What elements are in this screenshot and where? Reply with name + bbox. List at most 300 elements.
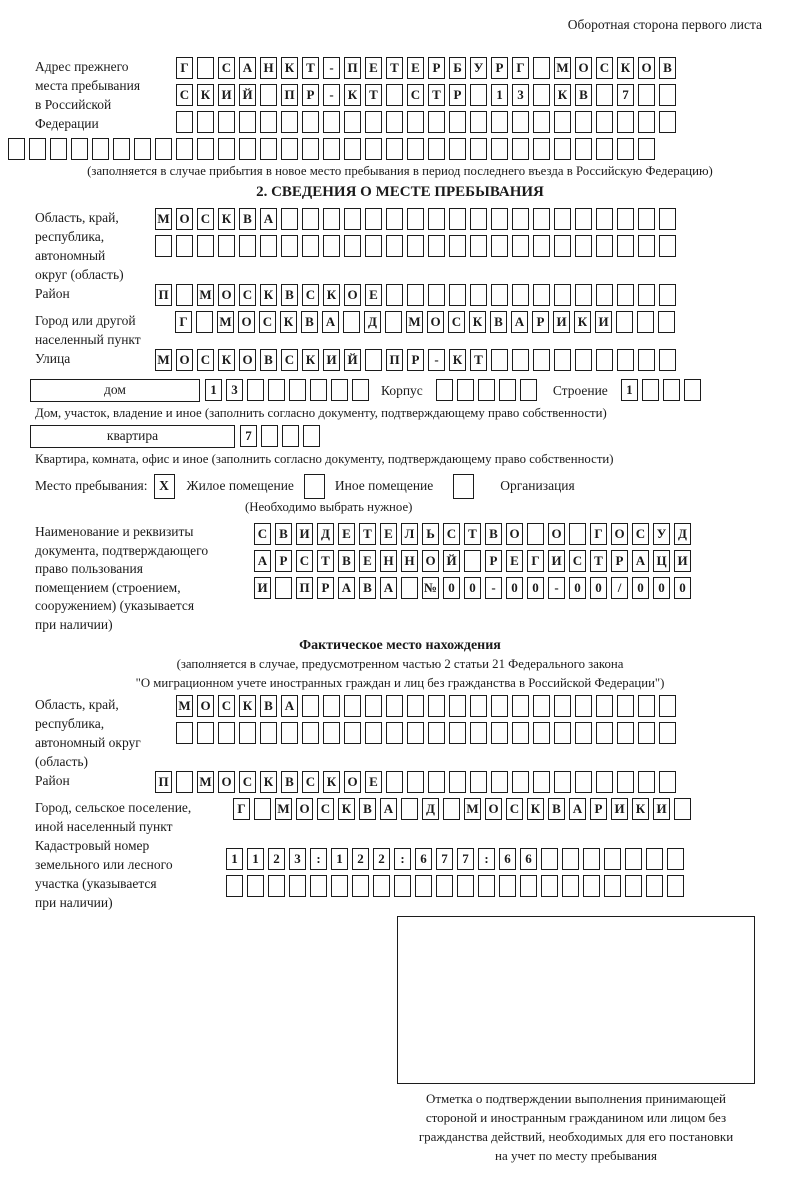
char-cell[interactable]: 1 bbox=[247, 848, 264, 870]
char-cell[interactable] bbox=[197, 57, 214, 79]
char-cell[interactable]: 0 bbox=[464, 577, 481, 599]
char-cell[interactable] bbox=[260, 722, 277, 744]
char-cell[interactable]: С bbox=[176, 84, 193, 106]
char-cell[interactable] bbox=[260, 111, 277, 133]
char-cell[interactable]: 3 bbox=[512, 84, 529, 106]
char-cell[interactable] bbox=[365, 349, 382, 371]
char-cell[interactable] bbox=[637, 311, 654, 333]
char-cell[interactable] bbox=[478, 875, 495, 897]
char-cell[interactable] bbox=[8, 138, 25, 160]
char-cell[interactable]: Т bbox=[365, 84, 382, 106]
char-cell[interactable] bbox=[218, 111, 235, 133]
char-cell[interactable] bbox=[659, 111, 676, 133]
char-cell[interactable] bbox=[71, 138, 88, 160]
char-cell[interactable] bbox=[491, 235, 508, 257]
char-cell[interactable]: Р bbox=[407, 349, 424, 371]
char-cell[interactable] bbox=[575, 349, 592, 371]
char-cell[interactable] bbox=[449, 771, 466, 793]
char-cell[interactable]: Р bbox=[611, 550, 628, 572]
char-cell[interactable] bbox=[302, 111, 319, 133]
char-cell[interactable] bbox=[386, 208, 403, 230]
char-cell[interactable] bbox=[470, 284, 487, 306]
char-cell[interactable] bbox=[401, 577, 418, 599]
char-cell[interactable] bbox=[176, 111, 193, 133]
char-cell[interactable]: О bbox=[344, 284, 361, 306]
char-cell[interactable] bbox=[554, 695, 571, 717]
char-cell[interactable]: М bbox=[176, 695, 193, 717]
char-cell[interactable] bbox=[407, 722, 424, 744]
char-cell[interactable] bbox=[428, 722, 445, 744]
char-cell[interactable] bbox=[449, 111, 466, 133]
char-cell[interactable]: О bbox=[238, 311, 255, 333]
char-cell[interactable]: 7 bbox=[457, 848, 474, 870]
char-cell[interactable]: С bbox=[302, 284, 319, 306]
char-cell[interactable]: - bbox=[548, 577, 565, 599]
char-cell[interactable]: К bbox=[239, 695, 256, 717]
char-cell[interactable]: К bbox=[302, 349, 319, 371]
char-cell[interactable] bbox=[218, 235, 235, 257]
char-cell[interactable]: К bbox=[218, 208, 235, 230]
char-cell[interactable] bbox=[344, 695, 361, 717]
char-cell[interactable]: 7 bbox=[617, 84, 634, 106]
char-cell[interactable] bbox=[533, 111, 550, 133]
char-cell[interactable] bbox=[533, 349, 550, 371]
char-cell[interactable] bbox=[176, 771, 193, 793]
char-cell[interactable]: Р bbox=[532, 311, 549, 333]
char-cell[interactable] bbox=[512, 138, 529, 160]
char-cell[interactable] bbox=[491, 722, 508, 744]
char-cell[interactable] bbox=[667, 875, 684, 897]
char-cell[interactable]: В bbox=[239, 208, 256, 230]
char-cell[interactable] bbox=[281, 235, 298, 257]
char-cell[interactable] bbox=[260, 84, 277, 106]
checkbox-inoe[interactable] bbox=[304, 474, 325, 499]
char-cell[interactable] bbox=[533, 722, 550, 744]
char-cell[interactable] bbox=[302, 695, 319, 717]
char-cell[interactable] bbox=[470, 771, 487, 793]
char-cell[interactable] bbox=[512, 284, 529, 306]
char-cell[interactable]: М bbox=[275, 798, 292, 820]
char-cell[interactable]: : bbox=[394, 848, 411, 870]
char-cell[interactable]: В bbox=[260, 349, 277, 371]
char-cell[interactable]: 6 bbox=[499, 848, 516, 870]
char-cell[interactable] bbox=[197, 111, 214, 133]
char-cell[interactable] bbox=[196, 311, 213, 333]
char-cell[interactable] bbox=[428, 284, 445, 306]
char-cell[interactable]: Р bbox=[491, 57, 508, 79]
char-cell[interactable]: 7 bbox=[240, 425, 257, 447]
char-cell[interactable]: К bbox=[574, 311, 591, 333]
char-cell[interactable] bbox=[134, 138, 151, 160]
char-cell[interactable] bbox=[323, 722, 340, 744]
checkbox-organizacia[interactable] bbox=[453, 474, 474, 499]
char-cell[interactable]: А bbox=[322, 311, 339, 333]
char-cell[interactable] bbox=[344, 111, 361, 133]
char-cell[interactable]: Е bbox=[359, 550, 376, 572]
char-cell[interactable] bbox=[29, 138, 46, 160]
char-cell[interactable] bbox=[323, 208, 340, 230]
char-cell[interactable]: С bbox=[317, 798, 334, 820]
char-cell[interactable]: В bbox=[548, 798, 565, 820]
char-cell[interactable] bbox=[575, 284, 592, 306]
char-cell[interactable]: С bbox=[443, 523, 460, 545]
char-cell[interactable] bbox=[386, 235, 403, 257]
char-cell[interactable]: М bbox=[197, 771, 214, 793]
char-cell[interactable] bbox=[261, 425, 278, 447]
char-cell[interactable]: В bbox=[359, 577, 376, 599]
char-cell[interactable] bbox=[554, 111, 571, 133]
char-cell[interactable]: И bbox=[595, 311, 612, 333]
char-cell[interactable] bbox=[470, 235, 487, 257]
char-cell[interactable]: Й bbox=[239, 84, 256, 106]
char-cell[interactable] bbox=[239, 722, 256, 744]
char-cell[interactable] bbox=[407, 235, 424, 257]
char-cell[interactable] bbox=[554, 235, 571, 257]
char-cell[interactable] bbox=[638, 722, 655, 744]
char-cell[interactable]: В bbox=[281, 284, 298, 306]
char-cell[interactable] bbox=[625, 848, 642, 870]
char-cell[interactable] bbox=[407, 771, 424, 793]
char-cell[interactable]: Н bbox=[401, 550, 418, 572]
char-cell[interactable] bbox=[659, 284, 676, 306]
char-cell[interactable] bbox=[176, 235, 193, 257]
char-cell[interactable]: Т bbox=[470, 349, 487, 371]
char-cell[interactable] bbox=[491, 695, 508, 717]
char-cell[interactable]: М bbox=[406, 311, 423, 333]
char-cell[interactable]: О bbox=[176, 208, 193, 230]
char-cell[interactable]: С bbox=[296, 550, 313, 572]
char-cell[interactable] bbox=[373, 875, 390, 897]
char-cell[interactable] bbox=[596, 84, 613, 106]
char-cell[interactable] bbox=[554, 349, 571, 371]
char-cell[interactable]: 1 bbox=[331, 848, 348, 870]
char-cell[interactable]: 2 bbox=[352, 848, 369, 870]
char-cell[interactable] bbox=[667, 848, 684, 870]
char-cell[interactable]: Т bbox=[428, 84, 445, 106]
char-cell[interactable]: О bbox=[176, 349, 193, 371]
char-cell[interactable] bbox=[407, 208, 424, 230]
char-cell[interactable] bbox=[569, 523, 586, 545]
char-cell[interactable]: 6 bbox=[415, 848, 432, 870]
char-cell[interactable] bbox=[268, 875, 285, 897]
char-cell[interactable]: П bbox=[281, 84, 298, 106]
char-cell[interactable]: К bbox=[527, 798, 544, 820]
char-cell[interactable]: В bbox=[275, 523, 292, 545]
char-cell[interactable]: 6 bbox=[520, 848, 537, 870]
char-cell[interactable]: В bbox=[359, 798, 376, 820]
char-cell[interactable] bbox=[527, 523, 544, 545]
char-cell[interactable] bbox=[323, 138, 340, 160]
char-cell[interactable] bbox=[470, 208, 487, 230]
char-cell[interactable]: : bbox=[310, 848, 327, 870]
char-cell[interactable] bbox=[491, 349, 508, 371]
char-cell[interactable] bbox=[596, 235, 613, 257]
char-cell[interactable]: 3 bbox=[289, 848, 306, 870]
char-cell[interactable] bbox=[617, 138, 634, 160]
char-cell[interactable] bbox=[533, 208, 550, 230]
char-cell[interactable]: С bbox=[448, 311, 465, 333]
char-cell[interactable]: В bbox=[301, 311, 318, 333]
char-cell[interactable]: С bbox=[197, 208, 214, 230]
char-cell[interactable]: У bbox=[653, 523, 670, 545]
char-cell[interactable] bbox=[659, 84, 676, 106]
char-cell[interactable] bbox=[520, 379, 537, 401]
char-cell[interactable] bbox=[491, 771, 508, 793]
char-cell[interactable]: Р bbox=[485, 550, 502, 572]
house-type-box[interactable]: дом bbox=[30, 379, 200, 402]
char-cell[interactable]: О bbox=[638, 57, 655, 79]
char-cell[interactable] bbox=[275, 577, 292, 599]
char-cell[interactable] bbox=[617, 284, 634, 306]
char-cell[interactable]: Т bbox=[317, 550, 334, 572]
char-cell[interactable] bbox=[457, 379, 474, 401]
char-cell[interactable] bbox=[512, 235, 529, 257]
apartment-type-box[interactable]: квартира bbox=[30, 425, 235, 448]
char-cell[interactable]: А bbox=[511, 311, 528, 333]
char-cell[interactable] bbox=[638, 349, 655, 371]
char-cell[interactable] bbox=[155, 235, 172, 257]
char-cell[interactable]: К bbox=[218, 349, 235, 371]
char-cell[interactable]: К bbox=[617, 57, 634, 79]
char-cell[interactable]: О bbox=[344, 771, 361, 793]
char-cell[interactable]: С bbox=[218, 57, 235, 79]
char-cell[interactable]: Е bbox=[338, 523, 355, 545]
char-cell[interactable] bbox=[197, 722, 214, 744]
char-cell[interactable] bbox=[385, 311, 402, 333]
char-cell[interactable]: П bbox=[386, 349, 403, 371]
char-cell[interactable] bbox=[226, 875, 243, 897]
char-cell[interactable] bbox=[638, 138, 655, 160]
char-cell[interactable]: С bbox=[218, 695, 235, 717]
char-cell[interactable] bbox=[449, 284, 466, 306]
char-cell[interactable]: О bbox=[575, 57, 592, 79]
char-cell[interactable] bbox=[596, 695, 613, 717]
char-cell[interactable]: - bbox=[485, 577, 502, 599]
char-cell[interactable]: В bbox=[485, 523, 502, 545]
char-cell[interactable]: М bbox=[197, 284, 214, 306]
char-cell[interactable] bbox=[617, 111, 634, 133]
char-cell[interactable] bbox=[365, 138, 382, 160]
char-cell[interactable] bbox=[344, 208, 361, 230]
char-cell[interactable]: О bbox=[548, 523, 565, 545]
char-cell[interactable] bbox=[575, 722, 592, 744]
char-cell[interactable]: С bbox=[197, 349, 214, 371]
char-cell[interactable]: В bbox=[260, 695, 277, 717]
char-cell[interactable] bbox=[617, 349, 634, 371]
char-cell[interactable]: 1 bbox=[491, 84, 508, 106]
char-cell[interactable]: О bbox=[296, 798, 313, 820]
char-cell[interactable] bbox=[310, 875, 327, 897]
char-cell[interactable]: А bbox=[281, 695, 298, 717]
char-cell[interactable]: Р bbox=[428, 57, 445, 79]
char-cell[interactable]: Р bbox=[275, 550, 292, 572]
char-cell[interactable] bbox=[596, 722, 613, 744]
char-cell[interactable]: - bbox=[428, 349, 445, 371]
char-cell[interactable] bbox=[541, 875, 558, 897]
char-cell[interactable]: Е bbox=[407, 57, 424, 79]
char-cell[interactable]: О bbox=[611, 523, 628, 545]
char-cell[interactable] bbox=[386, 138, 403, 160]
char-cell[interactable]: 0 bbox=[506, 577, 523, 599]
char-cell[interactable]: 0 bbox=[569, 577, 586, 599]
char-cell[interactable]: 0 bbox=[590, 577, 607, 599]
char-cell[interactable] bbox=[343, 311, 360, 333]
char-cell[interactable]: А bbox=[239, 57, 256, 79]
char-cell[interactable] bbox=[554, 208, 571, 230]
char-cell[interactable] bbox=[386, 84, 403, 106]
char-cell[interactable]: И bbox=[611, 798, 628, 820]
char-cell[interactable]: 0 bbox=[674, 577, 691, 599]
char-cell[interactable]: 2 bbox=[373, 848, 390, 870]
char-cell[interactable]: К bbox=[323, 284, 340, 306]
char-cell[interactable]: В bbox=[659, 57, 676, 79]
char-cell[interactable] bbox=[302, 138, 319, 160]
char-cell[interactable]: К bbox=[197, 84, 214, 106]
char-cell[interactable] bbox=[512, 695, 529, 717]
char-cell[interactable] bbox=[268, 379, 285, 401]
char-cell[interactable] bbox=[281, 208, 298, 230]
char-cell[interactable] bbox=[499, 875, 516, 897]
char-cell[interactable]: И bbox=[296, 523, 313, 545]
char-cell[interactable]: № bbox=[422, 577, 439, 599]
char-cell[interactable] bbox=[281, 138, 298, 160]
char-cell[interactable] bbox=[323, 235, 340, 257]
char-cell[interactable]: А bbox=[632, 550, 649, 572]
char-cell[interactable] bbox=[616, 311, 633, 333]
char-cell[interactable]: А bbox=[380, 577, 397, 599]
char-cell[interactable]: А bbox=[254, 550, 271, 572]
char-cell[interactable]: 0 bbox=[443, 577, 460, 599]
char-cell[interactable] bbox=[533, 235, 550, 257]
char-cell[interactable]: К bbox=[260, 771, 277, 793]
char-cell[interactable] bbox=[218, 722, 235, 744]
char-cell[interactable] bbox=[281, 111, 298, 133]
char-cell[interactable]: С bbox=[239, 284, 256, 306]
char-cell[interactable]: П bbox=[296, 577, 313, 599]
char-cell[interactable]: Е bbox=[365, 57, 382, 79]
char-cell[interactable]: К bbox=[469, 311, 486, 333]
char-cell[interactable] bbox=[638, 208, 655, 230]
char-cell[interactable] bbox=[365, 695, 382, 717]
char-cell[interactable] bbox=[407, 284, 424, 306]
char-cell[interactable] bbox=[176, 284, 193, 306]
char-cell[interactable]: Е bbox=[380, 523, 397, 545]
char-cell[interactable]: К bbox=[260, 284, 277, 306]
char-cell[interactable]: П bbox=[155, 771, 172, 793]
char-cell[interactable] bbox=[659, 208, 676, 230]
char-cell[interactable] bbox=[512, 208, 529, 230]
char-cell[interactable]: К bbox=[338, 798, 355, 820]
char-cell[interactable]: С bbox=[254, 523, 271, 545]
char-cell[interactable] bbox=[478, 379, 495, 401]
char-cell[interactable] bbox=[407, 695, 424, 717]
char-cell[interactable] bbox=[596, 138, 613, 160]
char-cell[interactable]: / bbox=[611, 577, 628, 599]
char-cell[interactable] bbox=[302, 722, 319, 744]
char-cell[interactable] bbox=[638, 111, 655, 133]
char-cell[interactable]: И bbox=[218, 84, 235, 106]
char-cell[interactable] bbox=[562, 875, 579, 897]
char-cell[interactable] bbox=[638, 284, 655, 306]
char-cell[interactable]: П bbox=[344, 57, 361, 79]
char-cell[interactable] bbox=[436, 875, 453, 897]
char-cell[interactable]: К bbox=[449, 349, 466, 371]
char-cell[interactable]: Р bbox=[590, 798, 607, 820]
char-cell[interactable] bbox=[533, 138, 550, 160]
char-cell[interactable] bbox=[197, 138, 214, 160]
char-cell[interactable] bbox=[247, 379, 264, 401]
char-cell[interactable]: Р bbox=[317, 577, 334, 599]
char-cell[interactable] bbox=[596, 284, 613, 306]
char-cell[interactable]: Е bbox=[365, 284, 382, 306]
char-cell[interactable]: С bbox=[632, 523, 649, 545]
char-cell[interactable] bbox=[260, 138, 277, 160]
char-cell[interactable] bbox=[554, 284, 571, 306]
char-cell[interactable] bbox=[50, 138, 67, 160]
char-cell[interactable]: У bbox=[470, 57, 487, 79]
char-cell[interactable] bbox=[323, 695, 340, 717]
char-cell[interactable]: 0 bbox=[527, 577, 544, 599]
char-cell[interactable] bbox=[428, 138, 445, 160]
char-cell[interactable] bbox=[239, 235, 256, 257]
char-cell[interactable]: М bbox=[554, 57, 571, 79]
char-cell[interactable] bbox=[596, 771, 613, 793]
char-cell[interactable] bbox=[289, 875, 306, 897]
char-cell[interactable]: Й bbox=[344, 349, 361, 371]
char-cell[interactable] bbox=[575, 111, 592, 133]
char-cell[interactable] bbox=[92, 138, 109, 160]
char-cell[interactable] bbox=[302, 208, 319, 230]
char-cell[interactable] bbox=[575, 235, 592, 257]
char-cell[interactable]: Ц bbox=[653, 550, 670, 572]
char-cell[interactable] bbox=[470, 695, 487, 717]
char-cell[interactable]: 7 bbox=[436, 848, 453, 870]
char-cell[interactable] bbox=[247, 875, 264, 897]
char-cell[interactable] bbox=[659, 722, 676, 744]
char-cell[interactable] bbox=[394, 875, 411, 897]
char-cell[interactable] bbox=[658, 311, 675, 333]
char-cell[interactable] bbox=[386, 111, 403, 133]
char-cell[interactable]: С bbox=[281, 349, 298, 371]
char-cell[interactable] bbox=[449, 722, 466, 744]
char-cell[interactable]: Д bbox=[364, 311, 381, 333]
char-cell[interactable] bbox=[646, 848, 663, 870]
char-cell[interactable]: С bbox=[239, 771, 256, 793]
char-cell[interactable]: Т bbox=[359, 523, 376, 545]
char-cell[interactable] bbox=[604, 848, 621, 870]
char-cell[interactable]: Д bbox=[422, 798, 439, 820]
char-cell[interactable]: К bbox=[281, 57, 298, 79]
char-cell[interactable] bbox=[281, 722, 298, 744]
char-cell[interactable] bbox=[674, 798, 691, 820]
char-cell[interactable] bbox=[646, 875, 663, 897]
char-cell[interactable] bbox=[512, 722, 529, 744]
char-cell[interactable]: С bbox=[506, 798, 523, 820]
char-cell[interactable] bbox=[428, 771, 445, 793]
char-cell[interactable] bbox=[302, 235, 319, 257]
char-cell[interactable] bbox=[659, 695, 676, 717]
char-cell[interactable] bbox=[512, 771, 529, 793]
char-cell[interactable]: 1 bbox=[226, 848, 243, 870]
char-cell[interactable]: П bbox=[155, 284, 172, 306]
checkbox-zhiloe[interactable]: X bbox=[154, 474, 175, 499]
char-cell[interactable]: Г bbox=[590, 523, 607, 545]
char-cell[interactable]: К bbox=[323, 771, 340, 793]
stamp-area-box[interactable] bbox=[397, 916, 755, 1084]
char-cell[interactable] bbox=[617, 722, 634, 744]
char-cell[interactable] bbox=[331, 875, 348, 897]
char-cell[interactable]: 0 bbox=[632, 577, 649, 599]
